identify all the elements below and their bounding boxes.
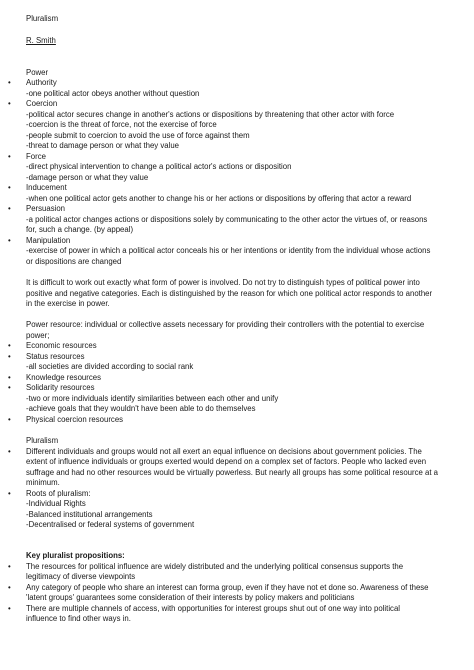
proposition-2-line-1: Any category of people who share an interest can forma group, even if they have not et done so. Awareness of these <box>26 582 429 592</box>
physical-coercion-resources: Physical coercion resources <box>26 414 124 424</box>
bullet-icon: • <box>8 351 11 361</box>
manipulation-line-2: or dispositions are changed <box>26 256 122 266</box>
authority-label: Authority <box>26 78 57 87</box>
pluralism-line-4: minimum. <box>26 478 60 487</box>
coercion-line-4: -threat to damage person or what they value <box>26 141 179 150</box>
persuasion-line-2: for, such a change. (by appeal) <box>26 225 134 234</box>
bullet-icon: • <box>8 204 11 213</box>
bullet-icon: • <box>8 78 11 87</box>
knowledge-resources: Knowledge resources <box>26 372 101 382</box>
resource-definition-line-2: power; <box>26 330 50 340</box>
inducement-label: Inducement <box>26 183 67 192</box>
force-line-1: -direct physical intervention to change a political actor's actions or disposition <box>26 162 292 171</box>
coercion-line-3: -people submit to coercion to avoid the use of force against them <box>26 130 250 140</box>
paragraph-line-2: positive and negative categories. Each is distinguished by the reason for which one political actor responds to another <box>26 288 433 298</box>
coercion-line-2: -coercion is the threat of force, not the exercise of force <box>26 120 217 129</box>
pluralism-line-2: extent of influence individuals or groups exerted would depend on a complex set of factors. People who lacked even <box>26 457 427 466</box>
persuasion-label: Persuasion <box>26 204 66 213</box>
proposition-1-line-1: The resources for political influence are widely distributed and the underlying political consensus supports the <box>26 561 404 571</box>
paragraph-line-1: It is difficult to work out exactly what form of power is involved. Do not try to distinguish types of political power into <box>26 278 420 287</box>
roots-line-2: -Balanced institutional arrangements <box>26 509 153 519</box>
bullet-icon: • <box>8 372 11 382</box>
bullet-icon: • <box>8 341 11 350</box>
force-line-2: -damage person or what they value <box>26 172 149 182</box>
bullet-icon: • <box>8 183 11 192</box>
authority-definition: -one political actor obeys another without question <box>26 88 200 98</box>
proposition-3-line-2: influence to find other ways in. <box>26 614 131 623</box>
bullet-icon: • <box>8 99 11 108</box>
coercion-label: Coercion <box>26 99 58 108</box>
solidarity-resources: Solidarity resources <box>26 383 95 392</box>
proposition-2-line-2: 'latent groups' guarantees some consideration of their interests by policy makers and politicians <box>26 593 355 602</box>
power-heading: Power <box>26 68 49 77</box>
bullet-icon: • <box>8 582 11 592</box>
force-label: Force <box>26 151 46 161</box>
bullet-icon: • <box>8 561 11 571</box>
inducement-line-1: -when one political actor gets another to change his or her actions or dispositions by offering that actor a reward <box>26 193 412 203</box>
status-resources: Status resources <box>26 351 85 361</box>
persuasion-line-1: -a political actor changes actions or dispositions solely by communicating to the other actor the virtues of, or reasons <box>26 214 428 224</box>
bullet-icon: • <box>8 488 11 498</box>
author-name: R. Smith <box>26 36 56 45</box>
doc-title: Pluralism <box>26 14 59 23</box>
proposition-1-line-2: legitimacy of diverse viewpoints <box>26 572 136 581</box>
pluralism-line-3: suffrage and had no other resources would be virtually powerless. But nearly all groups has some political resource at a <box>26 467 439 477</box>
solidarity-line-2: -achieve goals that they wouldn't have been able to do themselves <box>26 404 256 413</box>
bullet-icon: • <box>8 414 11 424</box>
coercion-line-1: -political actor secures change in another's actions or dispositions by threatening that other actor with force <box>26 109 395 119</box>
paragraph-line-3: in the exercise in power. <box>26 299 110 308</box>
solidarity-line-1: -two or more individuals identify similarities between each other and unify <box>26 393 279 403</box>
roots-line-1: -Individual Rights <box>26 499 86 508</box>
roots-label: Roots of pluralism: <box>26 488 91 498</box>
roots-line-3: -Decentralised or federal systems of government <box>26 520 195 529</box>
status-line-1: -all societies are divided according to social rank <box>26 362 194 371</box>
manipulation-line-1: -exercise of power in which a political actor conceals his or her intentions or identity from the individual whose actions <box>26 246 431 255</box>
manipulation-label: Manipulation <box>26 235 71 245</box>
bullet-icon: • <box>8 235 11 245</box>
bullet-icon: • <box>8 603 11 613</box>
resource-definition-line-1: Power resource: individual or collective assets necessary for providing their controllers with the potential to exercise <box>26 320 425 329</box>
economic-resources: Economic resources <box>26 341 97 350</box>
key-propositions-heading: Key pluralist propositions: <box>26 551 125 560</box>
bullet-icon: • <box>8 446 11 456</box>
proposition-3-line-1: There are multiple channels of access, with opportunities for interest groups shut out of one way into political <box>26 603 401 613</box>
bullet-icon: • <box>8 151 11 161</box>
pluralism-line-1: Different individuals and groups would not all exert an equal influence on decisions about government policies. The <box>26 446 422 456</box>
pluralism-heading: Pluralism <box>26 436 59 445</box>
bullet-icon: • <box>8 383 11 392</box>
